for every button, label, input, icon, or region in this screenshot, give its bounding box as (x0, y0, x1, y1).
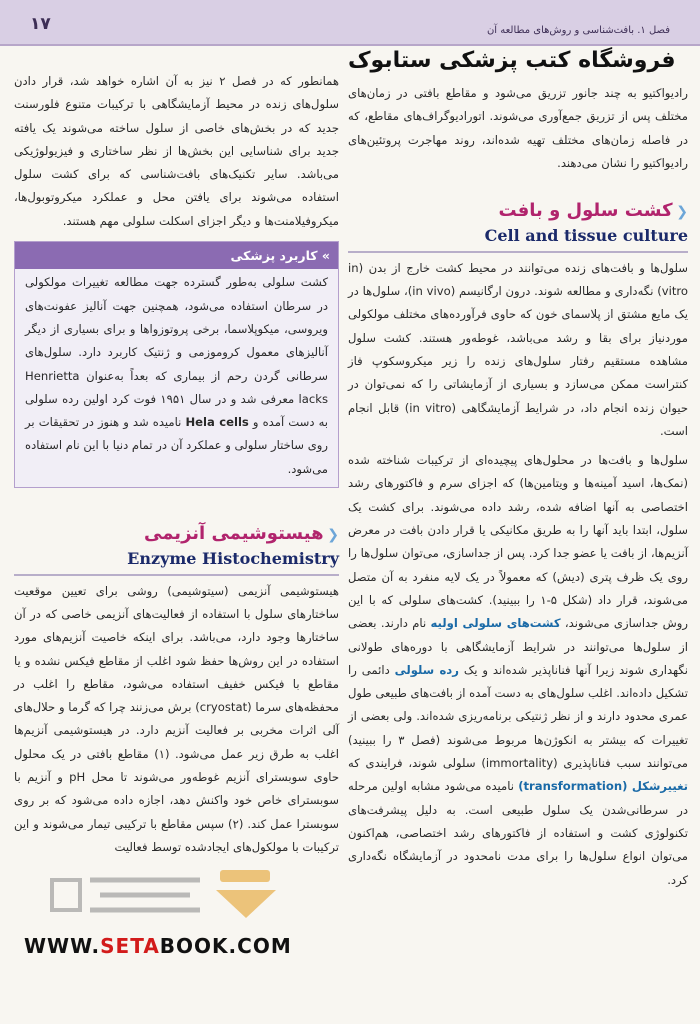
key-term: تغییرشکل (transformation) (518, 779, 688, 794)
key-term: Hela cells (185, 415, 249, 430)
chevron-icon: ❮ (676, 204, 688, 221)
right-column (348, 82, 688, 892)
page-number: ۱۷ (30, 14, 51, 34)
clinical-application-box (14, 241, 339, 488)
page-header (0, 0, 700, 46)
paragraph: رادیواکتیو به چند جانور تزریق می‌شود و مقاطع بافتی در زمان‌های مختلف پس از تزریق جمع‌آوری می‌شوند. اتورادیوگراف‌های مقاطع، که در فاصله زمان‌های مختلف تهیه شده‌اند، روند مهاجرت پروتئین‌های رادیواکتیو را نشان می‌دهند. (348, 86, 688, 170)
section-title-en: Enzyme Histochemistry (127, 549, 339, 569)
paragraph: همانطور که در فصل ۲ نیز به آن اشاره خواهد شد، قرار دادن سلول‌های زنده در محیط آزمایشگاهی با ترکیبات متنوع فلورسنت جدید که در بخش‌های خاصی از سلول ساخته می‌شوند یک یافته جدید برای شناسایی این بخش‌ها از نظر ساختاری و فیزیولوژیکی می‌باشد. سایر تکنیک‌های بافت‌شناسی که برای کشت سلول استفاده می‌شوند برای یافتن محل و عملکرد میکروتوبول‌ها، میکروفیلامنت‌ها و دیگر اجزای اسکلت سلولی مهم هستند. (14, 74, 339, 228)
chevron-icon: ❮ (327, 527, 339, 544)
section-title-en: Cell and tissue culture (484, 226, 688, 246)
section-divider (348, 251, 688, 253)
key-term: کشت‌های سلولی اولیه (430, 616, 561, 631)
paragraph: سلول‌ها و بافت‌ها در محلول‌های پیچیده‌ای از ترکیبات شناخته شده (نمک‌ها، اسید آمینه‌ها و ویتامین‌ها) که اجزای سرم و فاکتورهای رشد اختصاصی به آنها اضافه شده، رشد داده می‌شوند. برای کشت یک سلول، ابتدا باید آنها را به طریق مکانیکی یا قرار دادن بافت در معرض آنزیم‌ها، از بافت یا عضو جدا کرد. پس از جداسازی، می‌توان سلول‌ها را روی یک ظرف پتری (دیش) که معمولاً در یک لایه منفرد به آن متصل می‌شوند، قرار داد (شکل ۵-۱ را ببینید). کشت‌های سلولی که با این روش جداسازی می‌شوند، کشت‌های سلولی اولیه نام دارند. بعضی از سلول‌ها می‌توانند در شرایط آزمایشگاهی با دوره‌های طولانی نگهداری شوند زیرا آنها فناناپذیر شده‌اند و یک رده سلولی دائمی را تشکیل داده‌اند. اغلب سلول‌های به دست آمده از بافت‌های طبیعی طول عمری محدود دارند و از نظر ژنتیکی برنامه‌ریزی شده‌اند. ولی بعضی از تغییرات که بیشتر به انکوژن‌ها مربوط می‌شوند (فصل ۳ را ببینید) می‌توانند سبب فناناپذیری (immortality) سلولی شوند، فرایندی که تغییرشکل (transformation) نامیده می‌شود مشابه اولین مرحله در سرطانی‌شدن یک سلول طبیعی است. به دلیل پیشرفت‌های تکنولوژی کشت و استفاده از فاکتورهای رشد اختصاصی، هم‌اکنون می‌توان انواع سلول‌ها را برای مدت نامحدود در آزمایشگاه نگه‌داری کرد. (348, 453, 689, 887)
key-term: رده سلولی (394, 662, 459, 677)
website-url: WWW.SETABOOK.COM (24, 934, 292, 958)
left-column (14, 70, 339, 859)
store-overlay-title: فروشگاه کتب پزشکی ستابوک (344, 48, 680, 73)
box-body: کشت سلولی به‌طور گسترده جهت مطالعه تغییرات مولکولی در سرطان استفاده می‌شود، همچنین جهت آنالیز عفونت‌های ویروسی، میکوپلاسما، برخی پروتوزواها و برای بسیاری از دیگر آنالیزهای معمول کروموزمی و ژنتیک کاربرد دارد. سلول‌های سرطانی گردن رحم از بیماری که بعداً به‌عنوان Henrietta lacks معرفی شد و در سال ۱۹۵۱ فوت کرد اولین رده سلولی به دست آمده و Hela cells نامیده شد و هنوز در تحقیقات بر روی ساختار سلولی و عملکرد آن در تمام دنیا با این نام استفاده می‌شود. (15, 269, 338, 487)
section-title-fa: هیستوشیمی آنزیمی (144, 523, 324, 545)
section-heading-cell-culture (348, 199, 688, 253)
section-heading-enzyme (14, 522, 339, 576)
section-title-fa: کشت سلول و بافت (498, 200, 673, 222)
chevron-icon: » (321, 248, 330, 264)
paragraph: سلول‌ها و بافت‌های زنده می‌توانند در محیط کشت خارج از بدن (in vitro) نگه‌داری و مطالعه شوند. درون ارگانیسم (in vivo)، سلول‌ها در یک مایع مشتق از پلاسمای خون که حاوی فرآورده‌های مختلف مولکولی موردنیاز برای بقا و رشد می‌باشد، غوطه‌ور هستند. کشت سلول مشاهده مستقیم رفتار سلول‌های زنده را زیر میکروسکوپ فاز کنتراست ممکن می‌سازد و بسیاری از آزمایشاتی را که نمی‌توان در حیوان زنده انجام داد، در شرایط آزمایشگاهی (in vitro) قابل انجام است. (348, 260, 688, 438)
section-divider (14, 574, 339, 576)
setabook-logo (40, 860, 310, 930)
paragraph: هیستوشیمی آنزیمی (سیتوشیمی) روشی برای تعیین موقعیت ساختارهای سلول با استفاده از فعالیت‌های آنزیمی خاصی که در آن ساختارها وجود دارد، می‌باشد. برای اینکه خاصیت آنزیم‌های مورد استفاده در این روش‌ها حفظ شود اغلب از مقاطع فیکس نشده و یا مقاطع با فیکس خفیف استفاده می‌شود، مقاطع را اغلب در محفظه‌های سرما (cryostat) برش می‌زنند چرا که گرما و حلال‌های آلی اثرات مخربی بر فعالیت آنزیم دارد. در هیستوشیمی آنزیم‌ها اغلب به طرق زیر عمل می‌شود. (۱) مقاطع بافتی در یک محلول حاوی سوبسترای آنزیم غوطه‌ور می‌شوند تا محل pH و آنزیم با سوبسترای خاص خود واکنش دهد، اجازه داده می‌شود که بر روی سوبسترا عمل کند. (۲) سپس مقاطع با ترکیبی تیمار می‌شوند و این ترکیبات با مولکول‌های ایجادشده توسط فعالیت (14, 583, 340, 854)
box-title: » کاربرد پزشکی (15, 242, 338, 269)
chapter-title: فصل ۱. بافت‌شناسی و روش‌های مطالعه آن (486, 25, 670, 36)
